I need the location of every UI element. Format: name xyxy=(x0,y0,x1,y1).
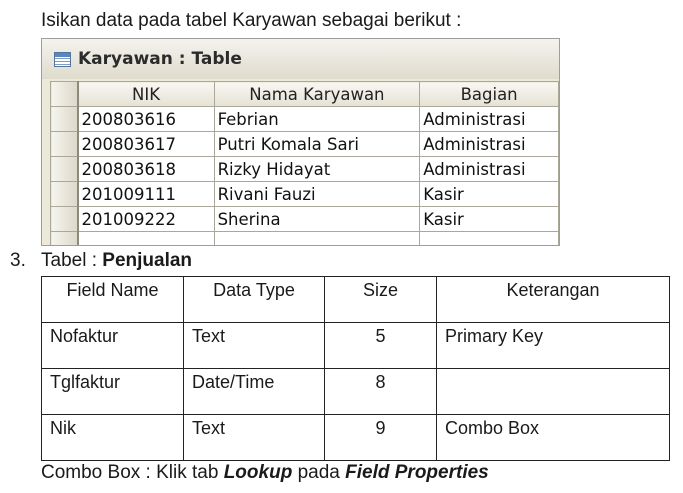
cell-nama[interactable]: Putri Komala Sari xyxy=(214,132,420,157)
new-cell[interactable] xyxy=(78,232,215,246)
new-record-row xyxy=(51,232,559,246)
datasheet-title: Karyawan : Table xyxy=(78,49,242,69)
cell-nama[interactable]: Febrian xyxy=(214,107,420,132)
keterangan-cell xyxy=(437,369,670,415)
table-row xyxy=(42,323,670,369)
cell-bagian[interactable]: Administrasi xyxy=(420,132,559,157)
footer-lookup: Lookup xyxy=(223,462,293,483)
header-size: Size xyxy=(325,277,437,323)
size-cell: 8 xyxy=(325,369,437,415)
header-data-type: Data Type xyxy=(184,277,325,323)
datasheet-titlebar xyxy=(42,39,559,79)
data-type-cell: Date/Time xyxy=(184,369,325,415)
data-type-cell: Text xyxy=(184,323,325,369)
new-cell[interactable] xyxy=(420,232,559,246)
cell-nama[interactable]: Rizky Hidayat xyxy=(214,157,420,182)
column-header-nama[interactable]: Nama Karyawan xyxy=(214,82,420,107)
table-row xyxy=(51,157,559,182)
karyawan-grid xyxy=(50,81,559,246)
cell-bagian[interactable]: Administrasi xyxy=(420,157,559,182)
cell-nama[interactable]: Sherina xyxy=(214,207,420,232)
heading-table-name: Penjualan xyxy=(102,250,193,271)
cell-nik[interactable]: 200803616 xyxy=(78,107,215,132)
penjualan-structure-table xyxy=(41,276,670,461)
cell-bagian[interactable]: Administrasi xyxy=(420,107,559,132)
heading-number: 3. xyxy=(10,250,26,271)
field-name-cell: Nofaktur xyxy=(42,323,184,369)
record-selector[interactable] xyxy=(51,107,78,132)
cell-nik[interactable]: 201009222 xyxy=(78,207,215,232)
record-selector[interactable] xyxy=(51,232,78,246)
field-name-cell: Nik xyxy=(42,415,184,461)
table-row xyxy=(51,207,559,232)
header-field-name: Field Name xyxy=(42,277,184,323)
size-cell: 5 xyxy=(325,323,437,369)
footer-field-properties: Field Properties xyxy=(345,462,489,483)
new-cell[interactable] xyxy=(214,232,420,246)
keterangan-cell: Primary Key xyxy=(437,323,670,369)
footer-text-2: pada xyxy=(292,462,346,483)
cell-nik[interactable]: 201009111 xyxy=(78,182,215,207)
keterangan-cell: Combo Box xyxy=(437,415,670,461)
section-heading xyxy=(10,250,192,272)
grid-header-row xyxy=(51,82,559,107)
record-selector[interactable] xyxy=(51,157,78,182)
record-selector[interactable] xyxy=(51,132,78,157)
record-selector[interactable] xyxy=(51,182,78,207)
cell-nik[interactable]: 200803617 xyxy=(78,132,215,157)
select-all-corner[interactable] xyxy=(51,82,78,107)
table-row xyxy=(51,132,559,157)
heading-prefix: Tabel : xyxy=(41,250,103,271)
table-icon xyxy=(54,52,71,67)
size-cell: 9 xyxy=(325,415,437,461)
table-row xyxy=(51,107,559,132)
field-name-cell: Tglfaktur xyxy=(42,369,184,415)
cell-bagian[interactable]: Kasir xyxy=(420,207,559,232)
footer-text-1: Combo Box : Klik tab xyxy=(41,462,224,483)
karyawan-datasheet-window xyxy=(41,38,560,246)
column-header-bagian[interactable]: Bagian xyxy=(420,82,559,107)
record-selector[interactable] xyxy=(51,207,78,232)
table-row xyxy=(51,182,559,207)
cell-bagian[interactable]: Kasir xyxy=(420,182,559,207)
intro-text: Isikan data pada tabel Karyawan sebagai berikut : xyxy=(41,10,462,31)
cell-nik[interactable]: 200803618 xyxy=(78,157,215,182)
header-keterangan: Keterangan xyxy=(437,277,670,323)
column-header-nik[interactable]: NIK xyxy=(78,82,215,107)
data-type-cell: Text xyxy=(184,415,325,461)
footer-note xyxy=(41,462,489,484)
cell-nama[interactable]: Rivani Fauzi xyxy=(214,182,420,207)
table-row xyxy=(42,369,670,415)
structure-header-row xyxy=(42,277,670,323)
table-row xyxy=(42,415,670,461)
